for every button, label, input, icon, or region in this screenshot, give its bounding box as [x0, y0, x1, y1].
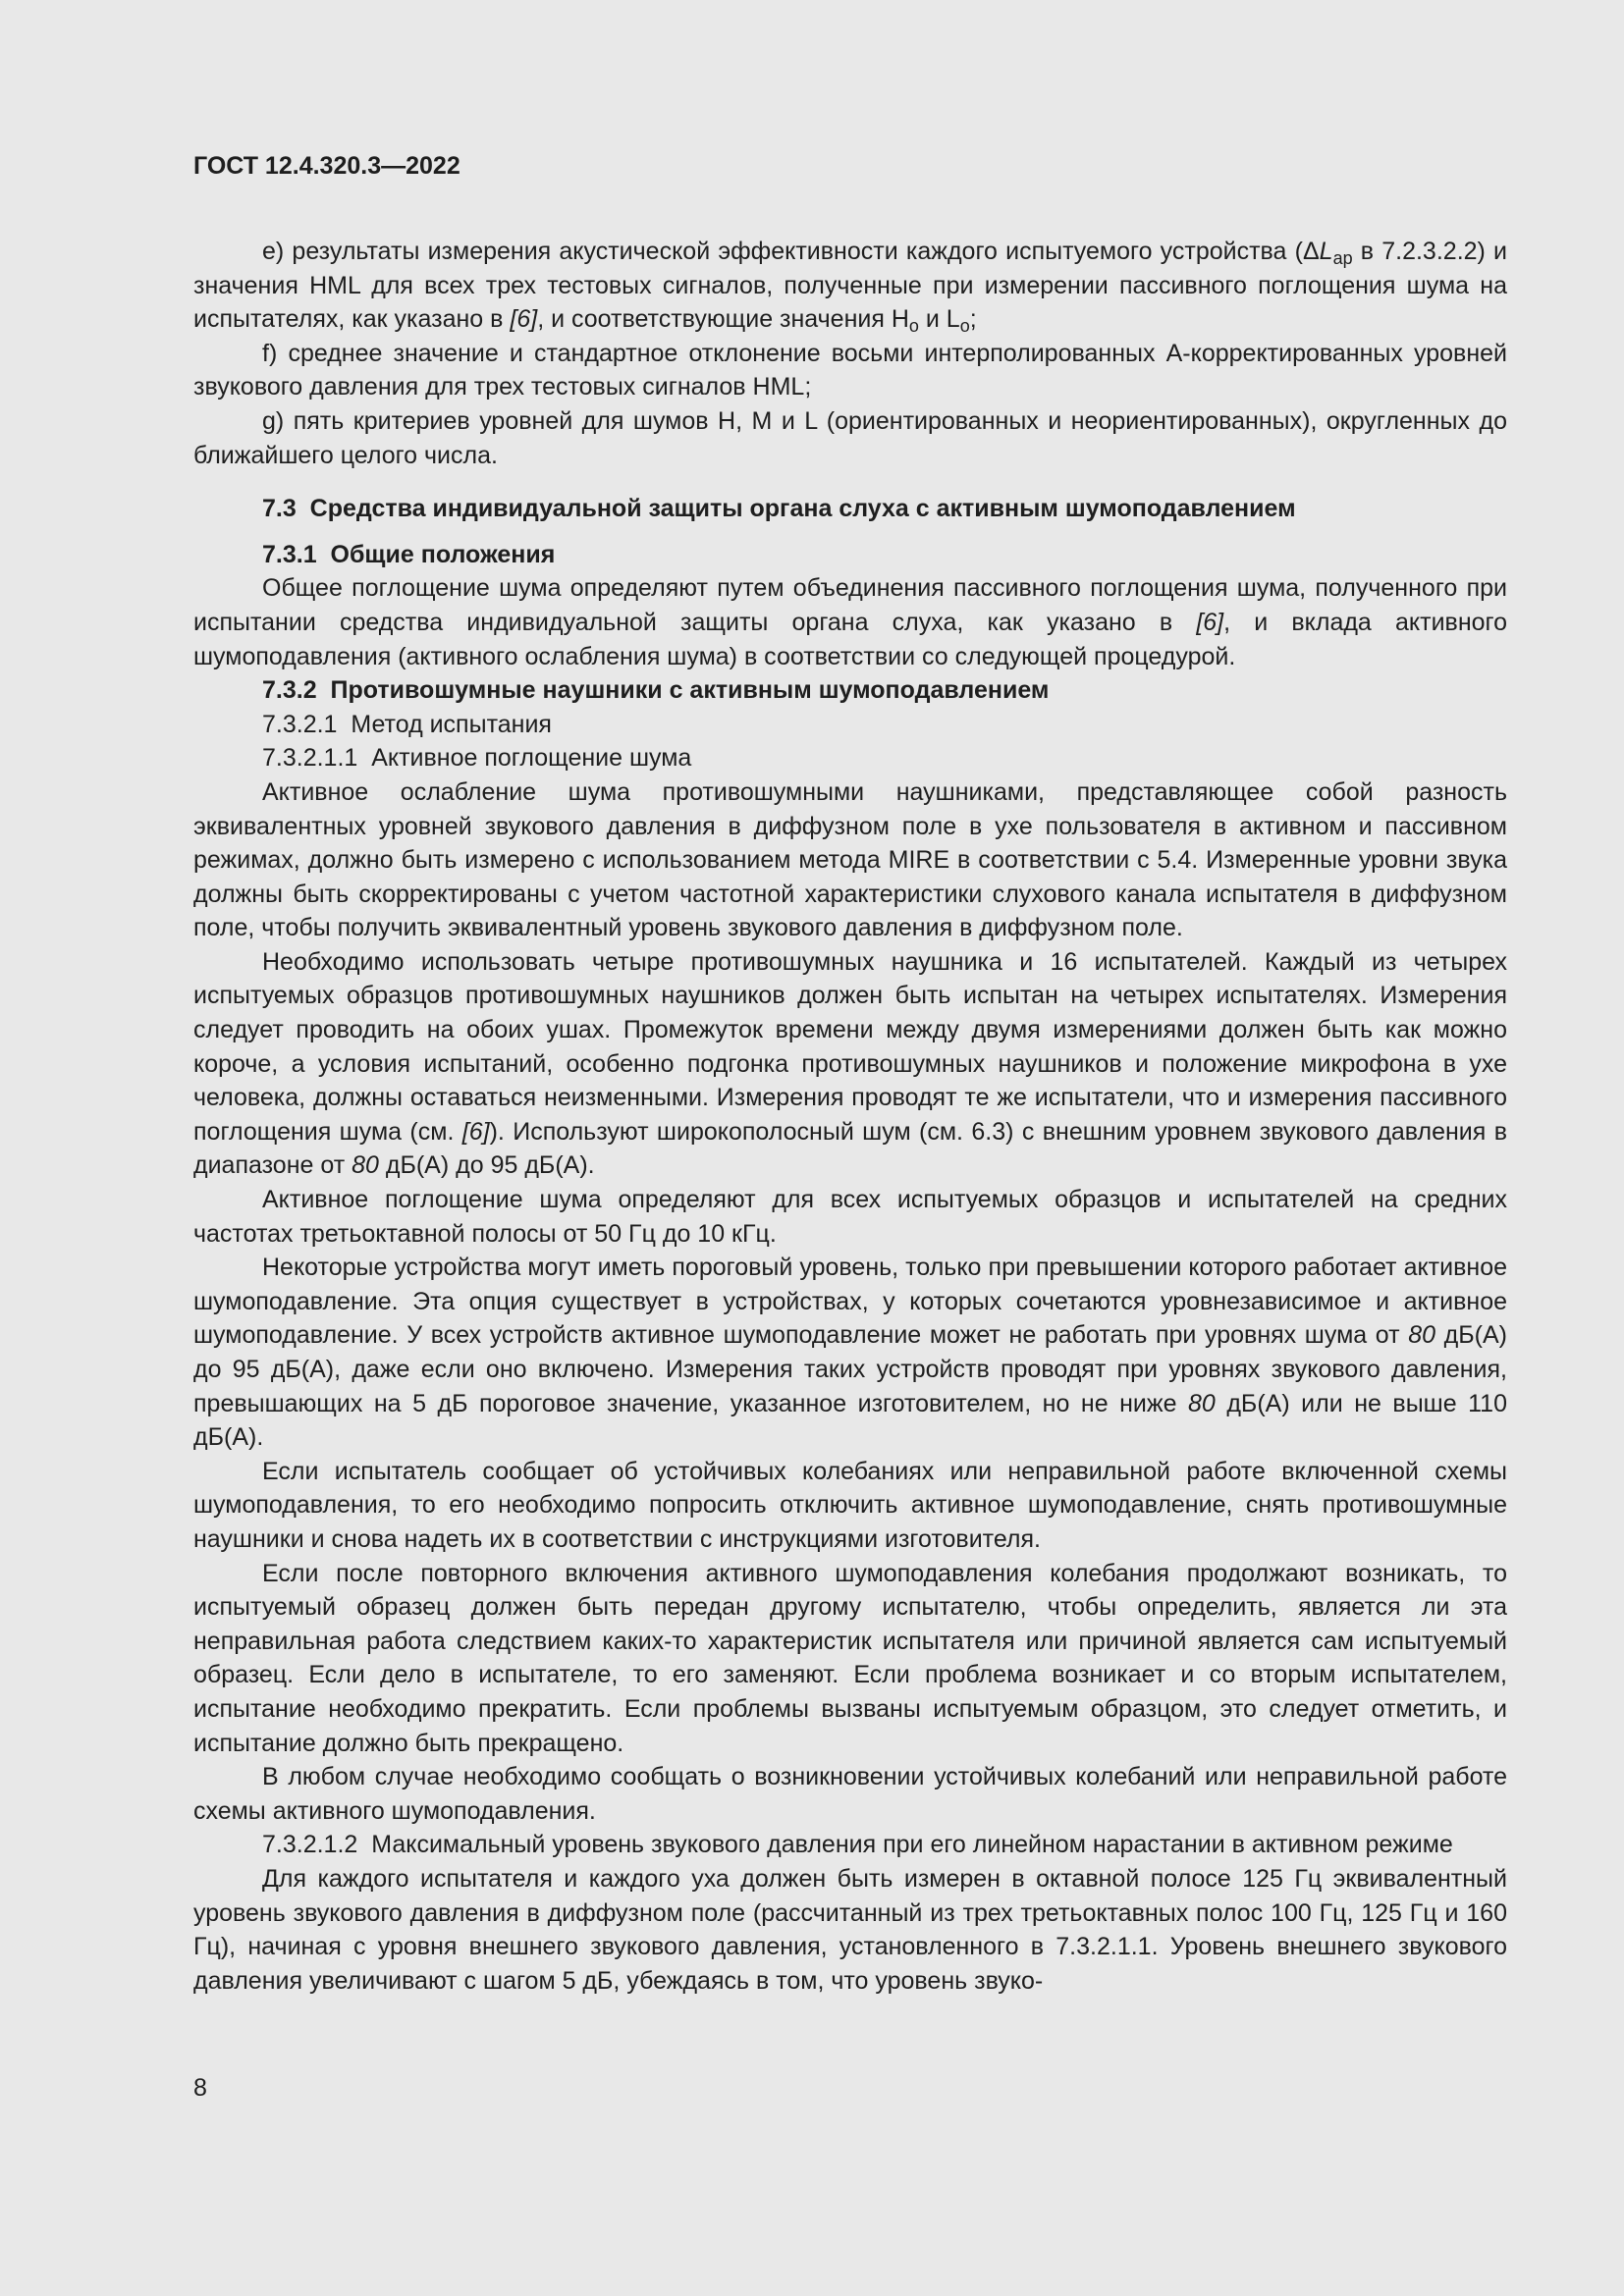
page-content	[193, 142, 1507, 1998]
paragraph: Необходимо использовать четыре противошумных наушника и 16 испытателей. Каждый из четырех испытуемых образцов противошумных наушников должен быть испытан на четырех испытателях. Измерения следует проводить на обоих ушах. Промежуток времени между двумя измерениями должен быть как можно короче, а условия испытаний, особенно подгонка противошумных наушников и положение микрофона в ухе человека, должны оставаться неизменными. Измерения проводят те же испытатели, что и измерения пассивного поглощения шума (см. [6]). Используют широкополосный шум (см. 6.3) с внешним уровнем звукового давления в диапазоне от 80 дБ(А) до 95 дБ(А).	[193, 947, 1507, 1180]
section-heading-7-3-2-1-2: 7.3.2.1.2 Максимальный уровень звукового давления при его линейном нарастании в активном режиме	[262, 1831, 1453, 1859]
paragraph: Некоторые устройства могут иметь пороговый уровень, только при превышении которого работает активное шумоподавление. Эта опция существует в устройствах, у которых сочетаются уровнезависимое и активное шумоподавление. У всех устройств активное шумоподавление может не работать при уровнях шума от 80 дБ(А) до 95 дБ(А), даже если оно включено. Измерения таких устройств проводят при уровнях звукового давления, превышающих на 5 дБ пороговое значение, указанное изготовителем, но не ниже 80 дБ(А) или не выше 110 дБ(А).	[193, 1254, 1507, 1452]
paragraph: Если испытатель сообщает об устойчивых колебаниях или неправильной работе включенной схемы шумоподавления, то его необходимо попросить отключить активное шумоподавление, снять противошумные наушники и снова надеть их в соответствии с инструкциями изготовителя.	[193, 1457, 1507, 1553]
document-header: ГОСТ 12.4.320.3—2022	[193, 152, 460, 180]
paragraph: Активное поглощение шума определяют для всех испытуемых образцов и испытателей на средних частотах третьоктавной полосы от 50 Гц до 10 кГц.	[193, 1186, 1507, 1248]
paragraph: Активное ослабление шума противошумными наушниками, представляющее собой разность эквивалентных уровней звукового давления в диффузном поле в ухе пользователя в активном и пассивном режимах, должно быть измерено с использованием метода MIRE в соответствии с 5.4. Измеренные уровни звука должны быть скорректированы с учетом частотной характеристики слухового канала испытателя в диффузном поле, чтобы получить эквивалентный уровень звукового давления в диффузном поле.	[193, 777, 1507, 942]
list-item-f: f) среднее значение и стандартное отклонение восьми интерполированных А-корректированных уровней звукового давления для трех тестовых сигналов HML;	[193, 339, 1508, 401]
section-heading-7-3-2-1: 7.3.2.1 Метод испытания	[262, 710, 552, 738]
reference-6[interactable]: [6]	[510, 305, 538, 334]
paragraph: В любом случае необходимо сообщать о возникновении устойчивых колебаний или неправильной работе схемы активного шумоподавления.	[193, 1763, 1507, 1825]
reference-6[interactable]: [6]	[461, 1117, 490, 1146]
section-heading-7-3-1: 7.3.1 Общие положения	[262, 540, 556, 568]
section-heading-7-3: 7.3 Средства индивидуальной защиты органа слуха с активным шумоподавлением	[262, 495, 1296, 523]
paragraph-7-3-1: Общее поглощение шума определяют путем объединения пассивного поглощения шума, полученного при испытании средства индивидуальной защиты органа слуха, как указано в [6], и вклада активного шумоподавления (активного ослабления шума) в соответствии со следующей процедурой.	[193, 574, 1508, 670]
list-item-g: g) пять критериев уровней для шумов H, M и L (ориентированных и неориентированных), округленных до ближайшего целого числа.	[193, 406, 1507, 469]
section-heading-7-3-2-1-1: 7.3.2.1.1 Активное поглощение шума	[262, 744, 692, 773]
page-number: 8	[193, 2074, 207, 2102]
list-item-e: e) результаты измерения акустической эффективности каждого испытуемого устройства ($\Delta L_{ap}$ в 7.2.3.2.2) и значения HML для всех трех тестовых сигналов, полученные при измерении пассивного поглощения шума на испытателях, как указано в [6], и соответствующие значения $H_o$ и $L_o$;	[193, 238, 1508, 337]
paragraph: Для каждого испытателя и каждого уха должен быть измерен в октавной полосе 125 Гц эквивалентный уровень звукового давления в диффузном поле (рассчитанный из трех третьоктавных полос 100 Гц, 125 Гц и 160 Гц), начиная с уровня внешнего звукового давления, установленного в 7.3.2.1.1. Уровень внешнего звукового давления увеличивают с шагом 5 дБ, убеждаясь в том, что уровень звуко-	[193, 1864, 1507, 1995]
section-heading-7-3-2: 7.3.2 Противошумные наушники с активным шумоподавлением	[262, 676, 1050, 705]
reference-6[interactable]: [6]	[1196, 608, 1224, 636]
paragraph: Если после повторного включения активного шумоподавления колебания продолжают возникать, то испытуемый образец должен быть передан другому испытателю, чтобы определить, является ли эта неправильная работа следствием каких-то характеристик испытателя или причиной является сам испытуемый образец. Если дело в испытателе, то его заменяют. Если проблема возникает и со вторым испытателем, испытание необходимо прекратить. Если проблемы вызваны испытуемым образцом, это следует отметить, и испытание должно быть прекращено.	[193, 1559, 1507, 1757]
